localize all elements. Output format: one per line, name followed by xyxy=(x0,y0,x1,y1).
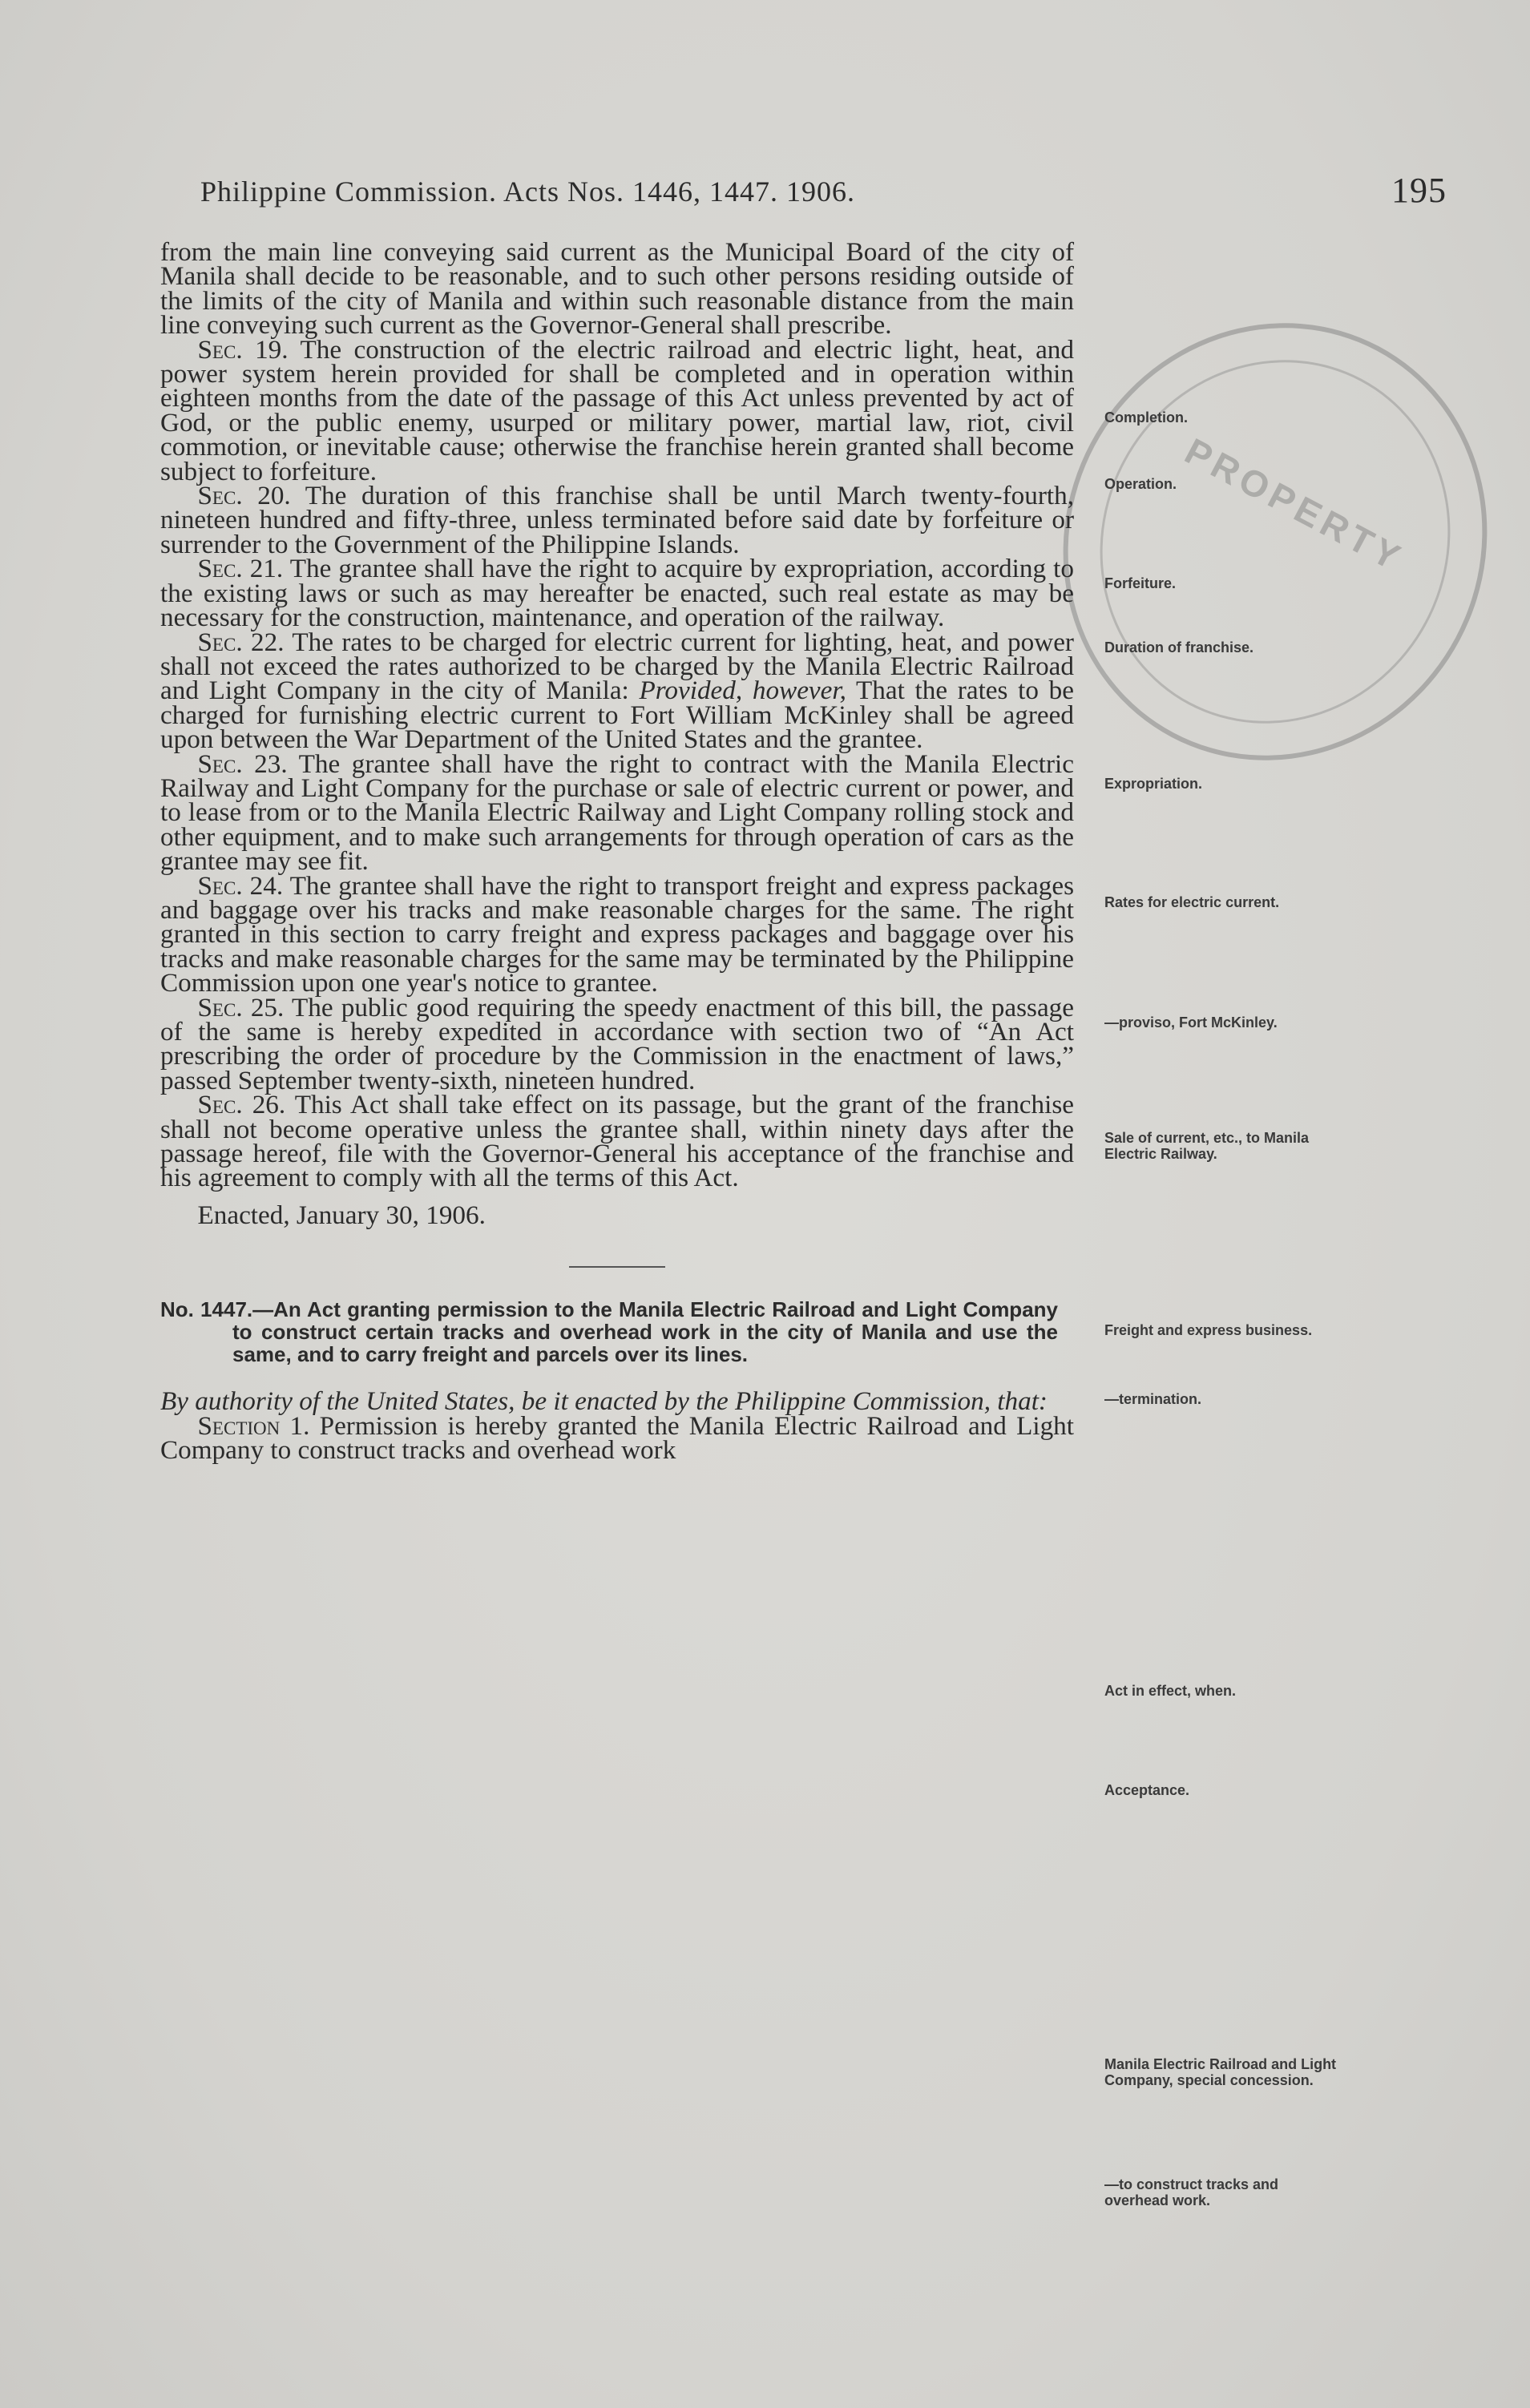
margin-note: Completion. xyxy=(1104,409,1188,426)
section-26 xyxy=(160,1090,1074,1193)
body-text xyxy=(160,237,1074,1466)
enacting-clause: By authority of the United States, be it enacted by the Philippine Commission, that: xyxy=(160,1386,1048,1417)
section-text: The grantee shall have the right to acquire by expropriation, according to the existing laws or such as may hereafter be enacted, such real estate as may be necessary for the construction, maintenance, and operation of the railway. xyxy=(160,554,1074,633)
margin-note: Duration of franchise. xyxy=(1104,639,1254,655)
paragraph-continuation: from the main line conveying said current as the Municipal Board of the city of Manila shall decide to be reasonable, and to such other persons residing outside of the limits of the city of Manila and within such reasonable distance from the main line conveying such current as the Governor-General shall prescribe. xyxy=(160,237,1074,341)
margin-note: Freight and express business. xyxy=(1104,1322,1313,1338)
section-20 xyxy=(160,481,1074,559)
margin-note: Operation. xyxy=(1104,476,1177,492)
section-23 xyxy=(160,748,1074,877)
page-number: 195 xyxy=(1391,171,1447,210)
divider xyxy=(569,1266,665,1268)
margin-note: Act in effect, when. xyxy=(1104,1683,1237,1699)
section-label: Sec. 26. xyxy=(197,1090,286,1120)
section-label: Sec. 22. xyxy=(197,627,285,657)
section-label: Sec. 21. xyxy=(197,554,284,584)
margin-note: Acceptance. xyxy=(1104,1782,1190,1798)
section-24 xyxy=(160,870,1074,998)
section-text: The public good requiring the speedy enactment of this bill, the passage of the same is hereby expedited in accordance with section two of “An Act prescribing the order of procedure by the Commission in the enactment of laws,” passed September twenty-sixth, nineteen hundred. xyxy=(160,992,1074,1095)
section-19 xyxy=(160,334,1074,486)
section-label: Sec. 23. xyxy=(197,748,288,779)
margin-note: Rates for electric current. xyxy=(1104,894,1280,910)
section-text: The rates to be charged for electric current for lighting, heat, and power shall not exceed the rates authorized to be charged by the Manila Electric Railroad and Light Company in the city of Manila: xyxy=(160,627,1074,706)
margin-note: Forfeiture. xyxy=(1104,575,1177,591)
section-label: Sec. 20. xyxy=(197,481,291,511)
section-label: Sec. 25. xyxy=(197,992,285,1022)
section-text: This Act shall take effect on its passage, but the grant of the franchise shall not become operative unless the grantee shall, within ninety days after the passage hereof, file with the Governor-General his acceptance of the franchise and his agreement to comply with all the terms of this Act. xyxy=(160,1090,1074,1193)
header-title: Philippine Commission. Acts Nos. 1446, 1447. 1906. xyxy=(200,175,856,208)
section-text: Permission is hereby granted the Manila Electric Railroad and Light Company to construct tracks and overhead work xyxy=(160,1410,1074,1466)
margin-note: —termination. xyxy=(1104,1391,1202,1407)
section-text: That the rates to be charged for furnishing electric current to Fort William McKinley shall be agreed upon between the War Department of the United States and the grantee. xyxy=(160,676,1074,755)
section-text: The duration of this franchise shall be until March twenty-fourth, nineteen hundred and fifty-three, unless terminated before said date by forfeiture or surrender to the Government of the Philippine Islands. xyxy=(160,481,1074,559)
section-text: The grantee shall have the right to contract with the Manila Electric Railway and Light Company for the purchase or sale of electric current or power, and to lease from or to the Manila Electric Railway and Light Company rolling stock and other equipment, and to make such arrangements for through operation of cars as the grantee may see fit. xyxy=(160,748,1074,877)
margin-note: Expropriation. xyxy=(1104,776,1203,792)
margin-note: —proviso, Fort McKinley. xyxy=(1104,1014,1278,1031)
section-label: Sec. 19. xyxy=(197,334,289,365)
stamp-text: PROPERTY xyxy=(1178,430,1411,580)
section-label: Sec. 24. xyxy=(197,870,284,901)
margin-note: —to construct tracks and overhead work. xyxy=(1104,2176,1279,2208)
section-25 xyxy=(160,992,1074,1095)
section-22 xyxy=(160,627,1074,755)
proviso-text: Provided, however, xyxy=(639,676,846,706)
enacted-date: Enacted, January 30, 1906. xyxy=(197,1200,486,1230)
stamp-inner-ring xyxy=(1036,298,1514,785)
margin-note: Sale of current, etc., to Manila Electric Railway. xyxy=(1104,1130,1310,1162)
section-text: The construction of the electric railroad and electric light, heat, and power system herein provided for shall be completed and in operation within eighteen months from the date of the passage of this Act unless prevented by act of God, or the public enemy, usurped or military power, martial law, riot, civil commotion, or inevitable cause; otherwise the franchise herein granted shall become subject to forfeiture. xyxy=(160,334,1074,486)
section-1 xyxy=(160,1410,1074,1466)
section-text: The grantee shall have the right to transport freight and express packages and baggage over his tracks and make reasonable charges for the same. The right granted in this section to carry freight and express packages and baggage over his tracks and make reasonable charges for the same may be terminated by the Philippine Commission upon one year's notice to grantee. xyxy=(160,870,1074,998)
act-title: No. 1447.—An Act granting permission to the Manila Electric Railroad and Light Company to construct certain tracks and overhead work in the city of Manila and use the same, and to carry freight and parcels over its lines. xyxy=(160,1297,1058,1367)
section-21 xyxy=(160,554,1074,633)
section-label: Section 1. xyxy=(197,1410,310,1441)
margin-note: Manila Electric Railroad and Light Company, special concession. xyxy=(1104,2056,1337,2088)
